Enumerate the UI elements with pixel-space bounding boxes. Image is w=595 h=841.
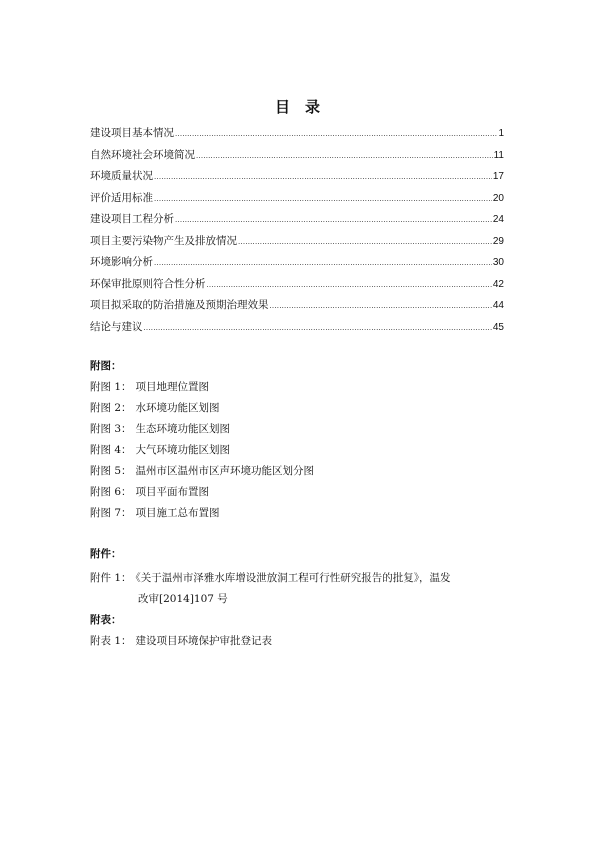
toc-entry[interactable] — [90, 297, 504, 319]
toc-leader-dots — [207, 280, 492, 289]
toc-entry-title: 环境质量状况 — [90, 170, 153, 182]
figure-item-text: 项目地理位置图 — [135, 381, 210, 393]
toc-entry-title: 建设项目工程分析 — [90, 213, 174, 225]
toc-entry[interactable] — [90, 125, 504, 147]
figure-item-text: 项目施工总布置图 — [135, 507, 220, 519]
attachment-item — [90, 568, 510, 610]
toc-entry-title: 环境影响分析 — [90, 256, 153, 268]
toc-entry-title: 建设项目基本情况 — [90, 127, 174, 139]
attachments-heading: 附件： — [90, 548, 122, 560]
figure-item-text: 大气环境功能区划图 — [135, 444, 231, 456]
attachment-line-1 — [90, 568, 510, 589]
tables-heading: 附表： — [90, 614, 122, 626]
toc-entry-title: 项目拟采取的防治措施及预期治理效果 — [90, 299, 269, 311]
figure-item-label: 附图 4： — [90, 444, 132, 456]
figure-item — [90, 505, 314, 526]
toc-page-number: 45 — [492, 321, 504, 333]
toc-leader-dots — [175, 129, 497, 138]
table-item — [90, 633, 272, 654]
toc-page-number: 30 — [492, 257, 504, 268]
toc-page-number: 1 — [498, 128, 504, 139]
figure-item-text: 项目平面布置图 — [135, 486, 210, 498]
figure-item-label: 附图 2： — [90, 402, 132, 414]
toc-page-number: 29 — [492, 235, 504, 247]
toc-leader-dots — [270, 301, 492, 310]
figures-heading: 附图： — [90, 360, 122, 372]
toc-page-number: 20 — [492, 192, 504, 204]
toc-leader-dots — [238, 237, 492, 246]
toc-leader-dots — [154, 172, 492, 181]
tables-list — [90, 633, 272, 654]
attachment-line-2: 改审[2014]107 号 — [138, 593, 228, 605]
toc-page-number: 42 — [492, 278, 504, 290]
figure-item — [90, 379, 314, 400]
figure-item-text: 温州市区温州市区声环境功能区划分图 — [135, 465, 315, 477]
figure-item — [90, 484, 314, 505]
toc-leader-dots — [196, 151, 493, 160]
figures-list — [90, 379, 314, 526]
table-item-label: 附表 1： — [90, 635, 132, 647]
figure-item-label: 附图 3： — [90, 423, 132, 435]
toc-entry[interactable] — [90, 190, 504, 212]
toc-entry-title: 自然环境社会环境简况 — [90, 148, 195, 161]
toc-leader-dots — [154, 258, 492, 267]
figure-item-label: 附图 1： — [90, 381, 132, 393]
toc-entry[interactable] — [90, 319, 504, 341]
figure-item-text: 生态环境功能区划图 — [135, 423, 231, 435]
toc-leader-dots — [154, 194, 492, 203]
figure-item — [90, 421, 314, 442]
figure-item-label: 附图 6： — [90, 486, 132, 498]
attachment-item-label: 附件 1： — [90, 572, 132, 584]
figure-item-label: 附图 7： — [90, 507, 132, 519]
page-title: 目 录 — [274, 98, 320, 116]
toc-entry[interactable] — [90, 147, 504, 169]
figure-item — [90, 442, 314, 463]
toc-entry-title: 结论与建议 — [90, 320, 143, 333]
toc-entry-title: 项目主要污染物产生及排放情况 — [90, 234, 237, 247]
toc-entry[interactable] — [90, 211, 504, 233]
figure-item — [90, 400, 314, 421]
toc-page-number: 11 — [493, 149, 504, 161]
toc-leader-dots — [175, 215, 492, 224]
toc-page-number: 44 — [492, 300, 504, 311]
figure-item — [90, 463, 314, 484]
toc-leader-dots — [144, 323, 492, 332]
attachment-item-text: 《关于温州市泽雅水库增设泄放洞工程可行性研究报告的批复》，温发 — [135, 572, 451, 584]
toc-entry[interactable] — [90, 276, 504, 298]
toc-entry-title: 评价适用标准 — [90, 191, 153, 204]
table-of-contents — [90, 125, 504, 340]
toc-entry-title: 环保审批原则符合性分析 — [90, 277, 206, 290]
toc-page-number: 17 — [492, 171, 504, 182]
figure-item-text: 水环境功能区划图 — [135, 402, 220, 414]
figure-item-label: 附图 5： — [90, 465, 132, 477]
table-item-text: 建设项目环境保护审批登记表 — [135, 635, 273, 647]
toc-entry[interactable] — [90, 254, 504, 276]
toc-entry[interactable] — [90, 233, 504, 255]
toc-page-number: 24 — [492, 214, 504, 225]
toc-entry[interactable] — [90, 168, 504, 190]
